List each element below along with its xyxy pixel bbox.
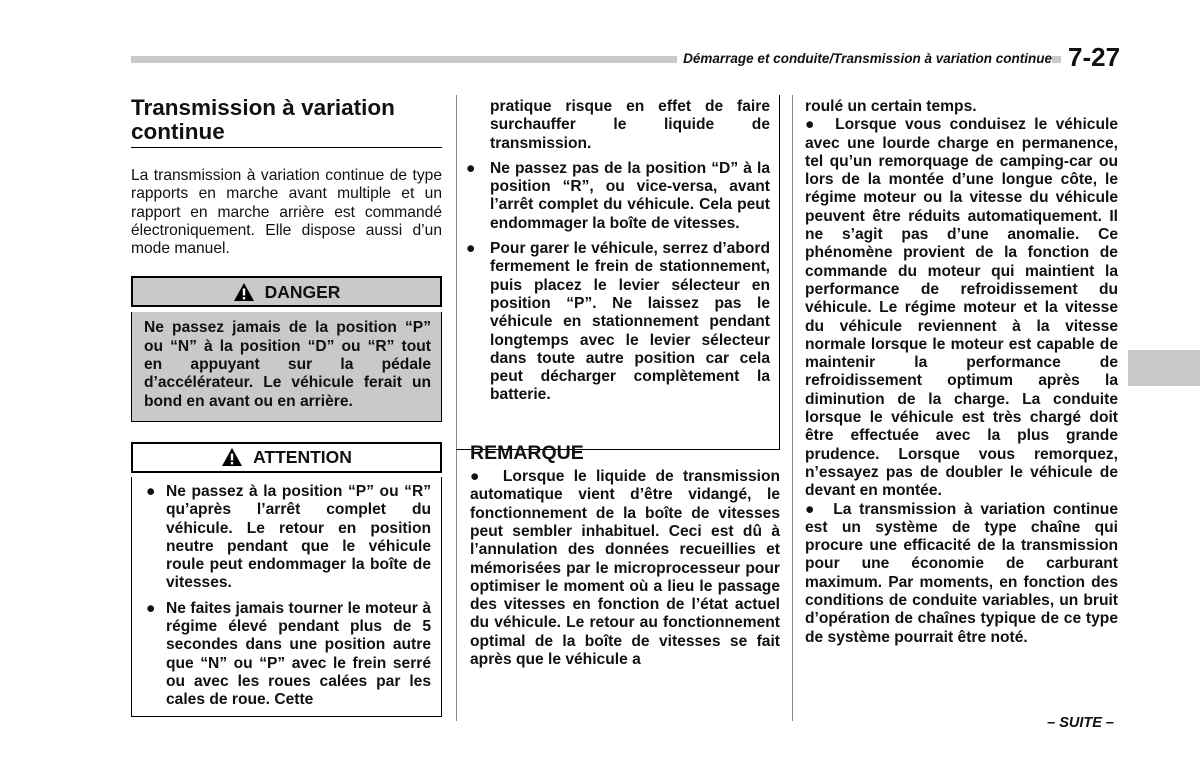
page-number: 7-27 (1068, 42, 1121, 72)
attention-list (142, 483, 431, 710)
danger-label: DANGER (264, 281, 341, 302)
running-header: Démarrage et conduite/Transmission à variation continue (677, 51, 1052, 66)
bullet-icon: ● (805, 500, 818, 518)
remarque-paragraph: ● Lorsque le liquide de transmission automatique vient d’être vidangé, le fonctionnement de la boîte de vitesses peut sembler inhabituel. Ceci est dû à l’annulation des données recueillies et mémorisées par le microprocesseur pour optimiser le moment où a lieu le passage des vitesses en fonction de l’état actuel du véhicule. Le retour au fonctionnement optimal de la boîte de vitesses se fait après que le véhicule a (470, 468, 780, 669)
attention-label: ATTENTION (253, 447, 352, 468)
list-item: ● Pour garer le véhicule, serrez d’abord fermement le frein de stationnement, puis placez le levier sélecteur en position “P”. Ne laissez pas le véhicule en stationnement pendant longtemps avec le levier sélecteur dans toute autre position car cela peut décharger complètement la batterie. (466, 240, 770, 404)
remarque-title: REMARQUE (470, 441, 584, 464)
danger-header (131, 276, 442, 307)
warning-triangle-icon (221, 447, 243, 467)
danger-text: Ne passez jamais de la position “P” ou “N” à la position “D” ou “R” tout en appuyant sur la pédale d’accélérateur. Le véhicule ferait un bond en avant ou en arrière. (131, 312, 442, 421)
bullet-icon: ● (466, 159, 476, 177)
list-item: ● Ne passez à la position “P” ou “R” qu’après l’arrêt complet du véhicule. Le retour en position neutre pendant que le véhicule roule peut endommager la boîte de vitesses. (146, 482, 431, 592)
attention-header (131, 442, 442, 473)
attention-box (131, 477, 442, 717)
continued-indicator: – SUITE – (1047, 715, 1114, 731)
remarque-section (456, 412, 780, 670)
middle-column (456, 98, 780, 669)
list-item: ● Ne passez pas de la position “D” à la position “R”, ou vice-versa, avant l’arrêt complet du véhicule. Cela peut endommager la boîte de vitesses. (466, 159, 770, 232)
remarque-paragraph-3: ● La transmission à variation continue est un système de type chaîne qui procure une efficacité de la transmission pour une économie de carburant maximum. Par moments, en fonction des conditions de conduite variables, un bruit d’opération de chaînes typique de ce type de système pourrait être noté. (805, 500, 1118, 646)
bullet-icon: ● (146, 599, 156, 617)
intro-paragraph: La transmission à variation continue de type rapports en marche avant multiple et un rapport en marche arrière est commandé électroniquement. Elle dispose aussi d’un mode manuel. (131, 167, 442, 258)
bullet-icon: ● (466, 240, 476, 258)
remarque-continuation: roulé un certain temps. (805, 98, 977, 115)
left-column (131, 96, 442, 717)
column-divider-right (792, 95, 793, 721)
bullet-icon: ● (805, 116, 819, 134)
remarque-paragraph-2: ● Lorsque vous conduisez le véhicule avec une lourde charge en permanence, tel qu’un remorquage de camping-car ou lors de la montée d’une longue côte, le régime moteur ou la vitesse du véhicule peuvent être réduits automatiquement. Il ne s’agit pas d’une anomalie. Ce phénomène provient de la fonction de commande du moteur qui maintient la performance de refroidissement du véhicule. Le régime moteur et la vitesse du véhicule reviennent à la vitesse normale lorsque le moteur est capable de maintenir la performance de refroidissement optimum après la diminution de la charge. La conduite lorsque le véhicule est très chargé doit être effectuée avec la plus grande prudence. Lorsque vous remorquez, n’essayez pas de doubler le véhicule de devant en montée. (805, 116, 1118, 500)
bullet-icon: ● (146, 482, 156, 500)
attention-continuation: pratique risque en effet de faire surchauffer le liquide de transmission. (490, 98, 770, 152)
bullet-icon: ● (470, 468, 485, 486)
chapter-tab (1128, 350, 1200, 386)
list-item: ● Ne faites jamais tourner le moteur à régime élevé pendant plus de 5 secondes dans une position autre que “N” ou “P” avec le frein serré ou avec les roues calées par les cales de roue. Cette (146, 599, 431, 709)
attention-continued (456, 98, 780, 405)
attention-list-continued (456, 160, 780, 405)
right-column (805, 98, 1118, 647)
section-title: Transmission à variation continue (131, 96, 442, 148)
warning-triangle-icon (233, 282, 255, 302)
